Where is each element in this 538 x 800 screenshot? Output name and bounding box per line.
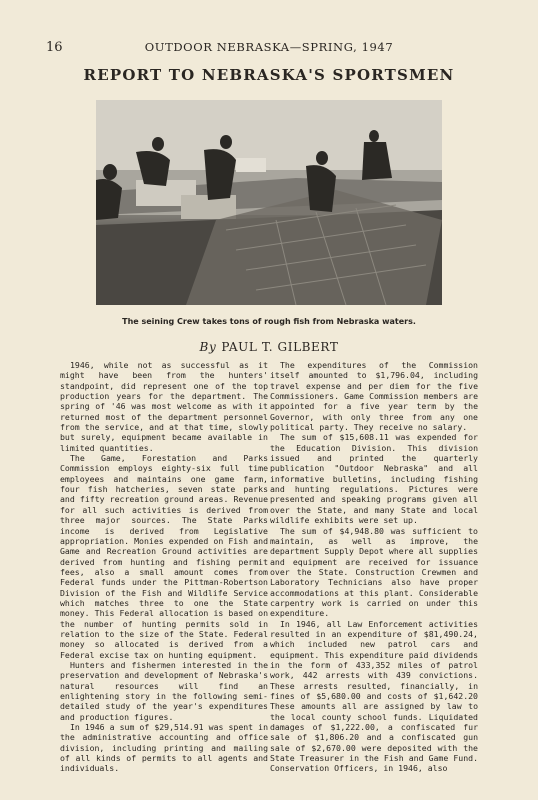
right-column xyxy=(270,360,478,774)
byline-prefix: By xyxy=(199,340,217,354)
photo-crate xyxy=(236,158,266,172)
photo-caption: The seining Crew takes tons of rough fish from Nebraska waters. xyxy=(122,317,416,326)
paragraph: In 1946, all Law Enforcement activities resulted in an expenditure of $81,490.24, which included new patrol cars and equipment. This expenditure paid dividends in the form of 433,352 miles of patrol work, 442 arrests with 439 convictions. These arrests resulted, financially, in fines of $5,680.00 and costs of $1,642.20 These amounts all are assigned by law to the local county school funds. Liquidated damages of $1,222.00, a confiscated fur sale of $1,806.20 and a confiscated gun sale of $2,670.00 were deposited with the State Treasurer in the Fish and Game Fund. Conservation Officers, in 1946, also xyxy=(270,618,478,774)
paragraph: The sum of $4,948.80 was sufficient to maintain, as well as improve, the department Supply Depot where all supplies and equipment are received for issuance over the State. Construction Crewmen and Laboratory Technicians also have proper accommodations at this plant. Considerable carpentry work is carried on under this expenditure. xyxy=(270,525,478,619)
paragraph: In 1946 a sum of $29,514.91 was spent in the administrative accounting and office division, including printing and mailing of all kinds of permits to all agents and individuals. xyxy=(60,722,268,774)
byline xyxy=(0,340,538,354)
article-title: REPORT TO NEBRASKA'S SPORTSMEN xyxy=(83,66,455,84)
paragraph: The sum of $15,608.11 was expended for the Education Division. This division issued and printed the quarterly publication "Outdoor Nebraska" and all informative bulletins, including fishing and hunting regulations. Pictures were presented and speaking programs given all over the State, and many State and local wildlife exhibits were set up. xyxy=(270,432,478,526)
left-column xyxy=(60,360,268,774)
byline-author: PAUL T. GILBERT xyxy=(221,340,339,354)
page-number: 16 xyxy=(46,40,63,55)
running-head: OUTDOOR NEBRASKA—SPRING, 1947 xyxy=(144,40,394,54)
article-photo xyxy=(96,100,442,305)
seining-crew-photo xyxy=(96,100,442,305)
paragraph: The expenditures of the Commission itself amounted to $1,796.04, including travel expense and per diem for the five Commissioners. Game Commission members are appointed for a five year term by the Governor, with only three from any one political party. They receive no salary. xyxy=(270,360,478,433)
paragraph: Hunters and fishermen interested in the preservation and development of Nebraska's natural resources will find an enlightening story in the following semi-detailed study of the year's expenditures and production figures. xyxy=(60,659,268,722)
paragraph: The Game, Forestation and Parks Commission employs eighty-six full time employees and maintains one game farm, four fish hatcheries, seven state parks and fifty recreation ground areas. Revenue for all such activities is derived from three major sources. The State Parks income is derived from Legislative appropriation. Monies expended on Fish and Game and Recreation Ground activities are derived from hunting and fishing permit fees, also a small amount comes from Federal funds under the Pittman-Robertson Division of the Fish and Wildlife Service which matches three to one the State money. This Federal allocation is based on the number of hunting permits sold in relation to the size of the State. Federal money so allocated is derived from a Federal excise tax on hunting equipment. xyxy=(60,453,268,660)
paragraph: 1946, while not as successful as it might have been from the hunters' standpoint, did represent one of the top production years for the department. The spring of '46 was most welcome as with it returned most of the department personnel from the service, and at that time, slowly but surely, equipment became available in limited quantities. xyxy=(60,360,268,453)
